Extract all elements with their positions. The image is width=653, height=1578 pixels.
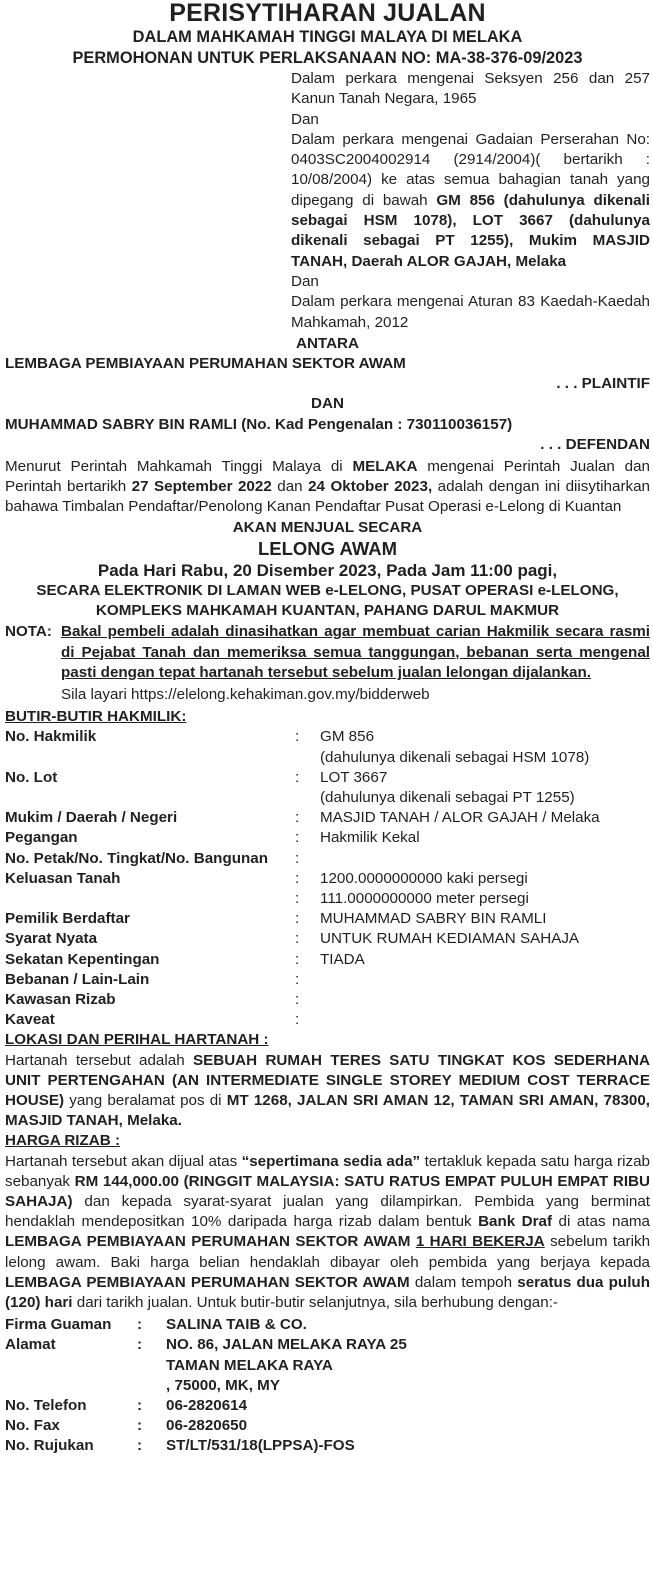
row-label: Kawasan Rizab — [5, 990, 116, 1008]
title-detail-row — [5, 869, 650, 889]
title-detail-row — [5, 990, 650, 1010]
title-detail-row — [5, 889, 650, 909]
title-detail-row — [5, 929, 650, 949]
defendant-name: MUHAMMAD SABRY BIN RAMLI (No. Kad Pengenalan : 730110036157) — [5, 415, 513, 433]
row-label: No. Petak/No. Tingkat/No. Bangunan — [5, 849, 268, 867]
row-label — [5, 1376, 137, 1396]
reserve-price-heading: HARGA RIZAB : — [5, 1132, 121, 1150]
row-colon: : — [295, 728, 300, 746]
row-colon: : — [137, 1316, 143, 1334]
location-heading: LOKASI DAN PERIHAL HARTANAH : — [5, 1031, 269, 1049]
row-label: Pemilik Berdaftar — [5, 910, 130, 928]
auction-type: LELONG AWAM — [257, 537, 398, 559]
row-colon: : — [295, 849, 300, 867]
row-label: Firma Guaman — [5, 1316, 112, 1334]
title-detail-row — [5, 788, 650, 808]
row-colon: : — [295, 930, 300, 948]
row-value: MASJID TANAH / ALOR GAJAH / Melaka — [320, 809, 600, 827]
contact-row — [5, 1396, 650, 1416]
title-detail-row — [5, 748, 650, 768]
row-value: , 75000, MK, MY — [166, 1376, 280, 1394]
caption-dan: Dan — [291, 110, 319, 128]
row-label — [5, 1356, 137, 1376]
row-value: GM 856 — [320, 728, 375, 746]
reserve-price-paragraph: Hartanah tersebut akan dijual atas “sepertimana sedia ada” tertakluk kepada satu harga rizab sebanyak RM 144,000.00 (RINGGIT MALAYSIA: SATU RATUS EMPAT PULUH EMPAT RIBU SAHAJA) dan kepada syarat-syarat jualan yang dilampirkan. Pembida yang berminat hendaklah mendepositkan 10% daripada harga rizab dalam bentuk Bank Draf di atas nama LEMBAGA PEMBIAYAAN PERUMAHAN SEKTOR AWAM 1 HARI BEKERJA sebelum tarikh lelong awam. Baki harga belian hendaklah dibayar oleh pembida yang berjaya kepada LEMBAGA PEMBIAYAAN PERUMAHAN SEKTOR AWAM dalam tempoh seratus dua puluh (120) hari dari tarikh jualan. Untuk butir-butir selanjutnya, sila berhubung dengan:- — [5, 1152, 651, 1311]
row-colon: : — [295, 990, 300, 1008]
row-colon — [137, 1376, 166, 1396]
row-value — [320, 970, 650, 990]
row-label: Mukim / Daerah / Negeri — [5, 809, 178, 827]
row-colon: : — [295, 829, 300, 847]
bidder-website-link[interactable]: Sila layari https://elelong.kehakiman.gov.my/bidderweb — [61, 685, 430, 703]
row-label: No. Fax — [5, 1417, 60, 1435]
auction-date-time: Pada Hari Rabu, 20 Disember 2023, Pada Jam 11:00 pagi, — [97, 560, 558, 580]
caption-charge: Dalam perkara mengenai Gadaian Perserahan No: 0403SC2004002914 (2914/2004)( bertarikh : 10/08/2004) ke atas semua bahagian tanah yang dipegang di bawah GM 856 (dahulunya dikenali sebagai HSM 1078), LOT 3667 (dahulunya dikenali sebagai PT 1255), Mukim MASJID TANAH, Daerah ALOR GAJAH, Melaka — [291, 130, 650, 270]
caption-dan: Dan — [291, 272, 319, 290]
row-value: Hakmilik Kekal — [320, 829, 420, 847]
auction-venue-line2: KOMPLEKS MAHKAMAH KUANTAN, PAHANG DARUL MAKMUR — [95, 602, 560, 620]
contact-table — [5, 1315, 650, 1456]
plaintiff-label: . . . PLAINTIF — [556, 375, 650, 393]
auction-venue-line1: SECARA ELEKTRONIK DI LAMAN WEB e-LELONG, PUSAT OPERASI e-LELONG, — [36, 581, 619, 599]
row-value: ST/LT/531/18(LPPSA)-FOS — [166, 1437, 355, 1455]
row-value: (dahulunya dikenali sebagai PT 1255) — [320, 788, 575, 806]
contact-row — [5, 1315, 650, 1335]
title-detail-row — [5, 849, 650, 869]
row-value: SALINA TAIB & CO. — [166, 1316, 307, 1334]
row-value — [320, 1010, 650, 1030]
plaintiff-name: LEMBAGA PEMBIAYAAN PERUMAHAN SEKTOR AWAM — [5, 355, 406, 373]
nota-text: Bakal pembeli adalah dinasihatkan agar membuat carian Hakmilik secara rasmi di Pejabat Tanah dan memeriksa semua tanggungan, bebanan serta mengenal pasti dengan tepat hartanah tersebut sebelum jualan lelongan dijalankan. — [61, 623, 650, 681]
row-label: Sekatan Kepentingan — [5, 950, 160, 968]
row-value: NO. 86, JALAN MELAKA RAYA 25 — [166, 1336, 407, 1354]
auction-heading: AKAN MENJUAL SECARA — [232, 518, 423, 536]
row-colon: : — [295, 1011, 300, 1029]
caption-charge-property: GM 856 (dahulunya dikenali sebagai HSM 1078), LOT 3667 (dahulunya dikenali sebagai PT 1255), Mukim MASJID TANAH, Daerah ALOR GAJAH, Melaka — [291, 191, 650, 270]
dan-label: DAN — [311, 395, 344, 413]
row-value: 06-2820650 — [166, 1417, 248, 1435]
caption-statute: Dalam perkara mengenai Seksyen 256 dan 257 Kanun Tanah Negara, 1965 — [291, 70, 650, 108]
row-value: 06-2820614 — [166, 1397, 248, 1415]
row-value: TAMAN MELAKA RAYA — [166, 1356, 333, 1374]
application-number: PERMOHONAN UNTUK PERLAKSANAAN NO: MA-38-376-09/2023 — [72, 49, 583, 67]
row-value — [320, 849, 650, 869]
location-paragraph: Hartanah tersebut adalah SEBUAH RUMAH TERES SATU TINGKAT KOS SEDERHANA UNIT PERTENGAHAN (AN INTERMEDIATE SINGLE STOREY MEDIUM COST TERRACE HOUSE) yang beralamat pos di MT 1268, JALAN SRI AMAN 12, TAMAN SRI AMAN, 78300, MASJID TANAH, Melaka. — [5, 1051, 651, 1130]
contact-row — [5, 1376, 650, 1396]
row-colon — [295, 788, 320, 808]
caption-rules: Dalam perkara mengenai Aturan 83 Kaedah-Kaedah Mahkamah, 2012 — [291, 293, 650, 331]
nota-block — [5, 622, 650, 705]
row-value: UNTUK RUMAH KEDIAMAN SAHAJA — [320, 930, 580, 948]
row-label: Bebanan / Lain-Lain — [5, 970, 150, 988]
row-value: LOT 3667 — [320, 768, 388, 786]
defendant-label: . . . DEFENDAN — [540, 435, 650, 453]
contact-row — [5, 1436, 650, 1456]
row-colon: : — [295, 950, 300, 968]
row-label: Syarat Nyata — [5, 930, 98, 948]
title-details-heading: BUTIR-BUTIR HAKMILIK: — [5, 708, 187, 726]
title-detail-row — [5, 727, 650, 747]
row-colon: : — [295, 809, 300, 827]
row-label: No. Lot — [5, 768, 58, 786]
row-value — [320, 990, 650, 1010]
row-colon — [137, 1356, 166, 1376]
row-label — [5, 748, 295, 768]
row-label: Keluasan Tanah — [5, 869, 121, 887]
title-detail-row — [5, 768, 650, 788]
row-value: MUHAMMAD SABRY BIN RAMLI — [320, 910, 547, 928]
contact-row — [5, 1416, 650, 1436]
title-detail-row — [5, 950, 650, 970]
title-detail-row — [5, 828, 650, 848]
row-colon: : — [295, 970, 300, 988]
contact-row — [5, 1335, 650, 1355]
document-title: PERISYTIHARAN JUALAN — [169, 0, 486, 27]
row-value: 1200.0000000000 kaki persegi — [320, 869, 528, 887]
contact-row — [5, 1356, 650, 1376]
nota-label: NOTA: — [5, 623, 52, 641]
court-name: DALAM MAHKAMAH TINGGI MALAYA DI MELAKA — [132, 28, 523, 46]
row-value: 111.0000000000 meter persegi — [320, 889, 529, 907]
row-colon: : — [295, 768, 300, 786]
title-detail-row — [5, 1010, 650, 1030]
court-order-paragraph: Menurut Perintah Mahkamah Tinggi Malaya di MELAKA mengenai Perintah Jualan dan Perintah bertarikh 27 September 2022 dan 24 Oktober 2023, adalah dengan ini diisytiharkan bahawa Timbalan Pendaftar/Penolong Kanan Pendaftar Pusat Operasi e-Lelong di Kuantan — [5, 458, 650, 516]
row-label: No. Rujukan — [5, 1437, 94, 1455]
row-label: Alamat — [5, 1336, 56, 1354]
row-label — [5, 889, 295, 909]
row-colon: : — [137, 1437, 143, 1455]
row-label: Kaveat — [5, 1011, 55, 1029]
row-colon: : — [295, 869, 300, 887]
row-colon: : — [137, 1397, 143, 1415]
title-detail-row — [5, 909, 650, 929]
row-colon — [295, 748, 320, 768]
row-label: No. Hakmilik — [5, 728, 97, 746]
case-caption — [291, 69, 650, 333]
row-colon: : — [137, 1336, 143, 1354]
row-colon: : — [295, 910, 300, 928]
title-details-table — [5, 727, 650, 1030]
row-label: No. Telefon — [5, 1397, 87, 1415]
antara-label: ANTARA — [296, 334, 359, 352]
row-value: (dahulunya dikenali sebagai HSM 1078) — [320, 748, 590, 766]
title-detail-row — [5, 970, 650, 990]
row-label — [5, 788, 295, 808]
row-colon: : — [137, 1417, 143, 1435]
title-detail-row — [5, 808, 650, 828]
row-value: TIADA — [320, 950, 365, 968]
row-colon: : — [295, 889, 300, 907]
row-label: Pegangan — [5, 829, 78, 847]
